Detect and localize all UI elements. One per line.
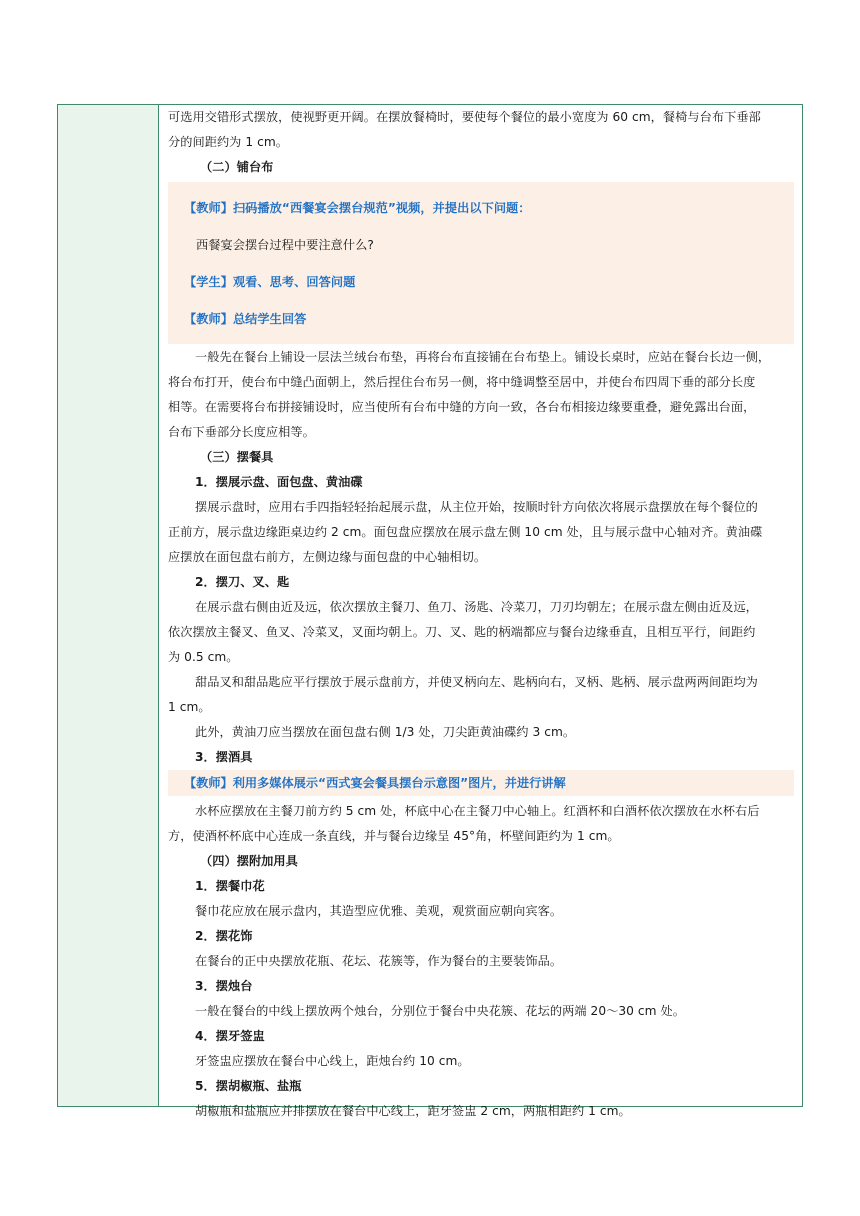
paragraph-line: 胡椒瓶和盐瓶应并排摆放在餐台中心线上，距牙签盅 2 cm，两瓶相距约 1 cm。 (195, 1104, 631, 1118)
paragraph-line: 在餐台的正中央摆放花瓶、花坛、花簇等，作为餐台的主要装饰品。 (195, 954, 563, 968)
teacher-summary: 【教师】总结学生回答 (184, 312, 307, 326)
left-column-cell (58, 105, 159, 1106)
subsection-heading: 1．摆展示盘、面包盘、黄油碟 (195, 475, 363, 489)
paragraph-line: 此外，黄油刀应当摆放在面包盘右侧 1/3 处，刀尖距黄油碟约 3 cm。 (195, 725, 576, 739)
subsection-heading: 3．摆酒具 (195, 750, 253, 764)
paragraph-line: 正前方，展示盘边缘距桌边约 2 cm。面包盘应摆放在展示盘左侧 10 cm 处，且与展示盘中心轴对齐。黄油碟 (168, 525, 763, 539)
paragraph-line: 水杯应摆放在主餐刀前方约 5 cm 处，杯底中心在主餐刀中心轴上。红酒杯和白酒杯依次摆放在水杯右后 (195, 804, 760, 818)
paragraph-line: 分的间距约为 1 cm。 (168, 135, 288, 149)
subsection-heading: 2．摆刀、叉、匙 (195, 575, 290, 589)
section-heading: （二）铺台布 (200, 160, 274, 174)
paragraph-line: 可选用交错形式摆放，使视野更开阔。在摆放餐椅时，要使每个餐位的最小宽度为 60 cm，餐椅与台布下垂部 (168, 110, 761, 124)
section-heading: （四）摆附加用具 (200, 854, 298, 868)
teacher-prompt: 【教师】扫码播放“西餐宴会摆台规范”视频，并提出以下问题： (184, 201, 531, 215)
content-cell (160, 105, 802, 1118)
subsection-heading: 2．摆花饰 (195, 929, 253, 943)
paragraph-line: 应摆放在面包盘右前方，左侧边缘与面包盘的中心轴相切。 (168, 550, 487, 564)
lesson-table (57, 104, 803, 1118)
subsection-heading: 4．摆牙签盅 (195, 1029, 265, 1043)
paragraph-line: 一般先在餐台上铺设一层法兰绒台布垫，再将台布直接铺在台布垫上。铺设长桌时，应站在餐台长边一侧， (195, 350, 771, 364)
question-text: 西餐宴会摆台过程中要注意什么? (196, 238, 374, 252)
student-activity: 【学生】观看、思考、回答问题 (184, 275, 356, 289)
paragraph-line: 摆展示盘时，应用右手四指轻轻抬起展示盘，从主位开始，按顺时针方向依次将展示盘摆放在每个餐位的 (195, 500, 758, 514)
paragraph-line: 台布下垂部分长度应相等。 (168, 425, 315, 439)
paragraph-line: 牙签盅应摆放在餐台中心线上，距烛台约 10 cm。 (195, 1054, 470, 1068)
subsection-heading: 5．摆胡椒瓶、盐瓶 (195, 1079, 302, 1093)
paragraph-line: 在展示盘右侧由近及远，依次摆放主餐刀、鱼刀、汤匙、冷菜刀，刀刃均朝左；在展示盘左侧由近及远， (195, 600, 758, 614)
paragraph-line: 一般在餐台的中线上摆放两个烛台，分别位于餐台中央花簇、花坛的两端 20～30 cm 处。 (195, 1004, 685, 1018)
paragraph-line: 依次摆放主餐叉、鱼叉、冷菜叉，叉面均朝上。刀、叉、匙的柄端都应与餐台边缘垂直，且相互平行，间距约 (168, 625, 756, 639)
paragraph-line: 为 0.5 cm。 (168, 650, 239, 664)
subsection-heading: 1．摆餐巾花 (195, 879, 265, 893)
teacher-activity-stripe: 【教师】利用多媒体展示“西式宴会餐具摆台示意图”图片，并进行讲解 (168, 770, 794, 796)
paragraph-line: 方，使酒杯杯底中心连成一条直线，并与餐台边缘呈 45°角，杯壁间距约为 1 cm。 (168, 829, 620, 843)
section-heading: （三）摆餐具 (200, 450, 274, 464)
paragraph-line: 相等。在需要将台布拼接铺设时，应当使所有台布中缝的方向一致，各台布相接边缘要重叠，避免露出台面， (168, 400, 756, 414)
subsection-heading: 3．摆烛台 (195, 979, 253, 993)
paragraph-line: 1 cm。 (168, 700, 211, 714)
paragraph-line: 甜品叉和甜品匙应平行摆放于展示盘前方，并使叉柄向左、匙柄向右，叉柄、匙柄、展示盘两两间距均为 (195, 675, 758, 689)
paragraph-line: 餐巾花应放在展示盘内，其造型应优雅、美观，观赏面应朝向宾客。 (195, 904, 563, 918)
teacher-activity-box (168, 182, 794, 344)
paragraph-line: 将台布打开，使台布中缝凸面朝上，然后捏住台布另一侧，将中缝调整至居中，并使台布四周下垂的部分长度 (168, 375, 756, 389)
